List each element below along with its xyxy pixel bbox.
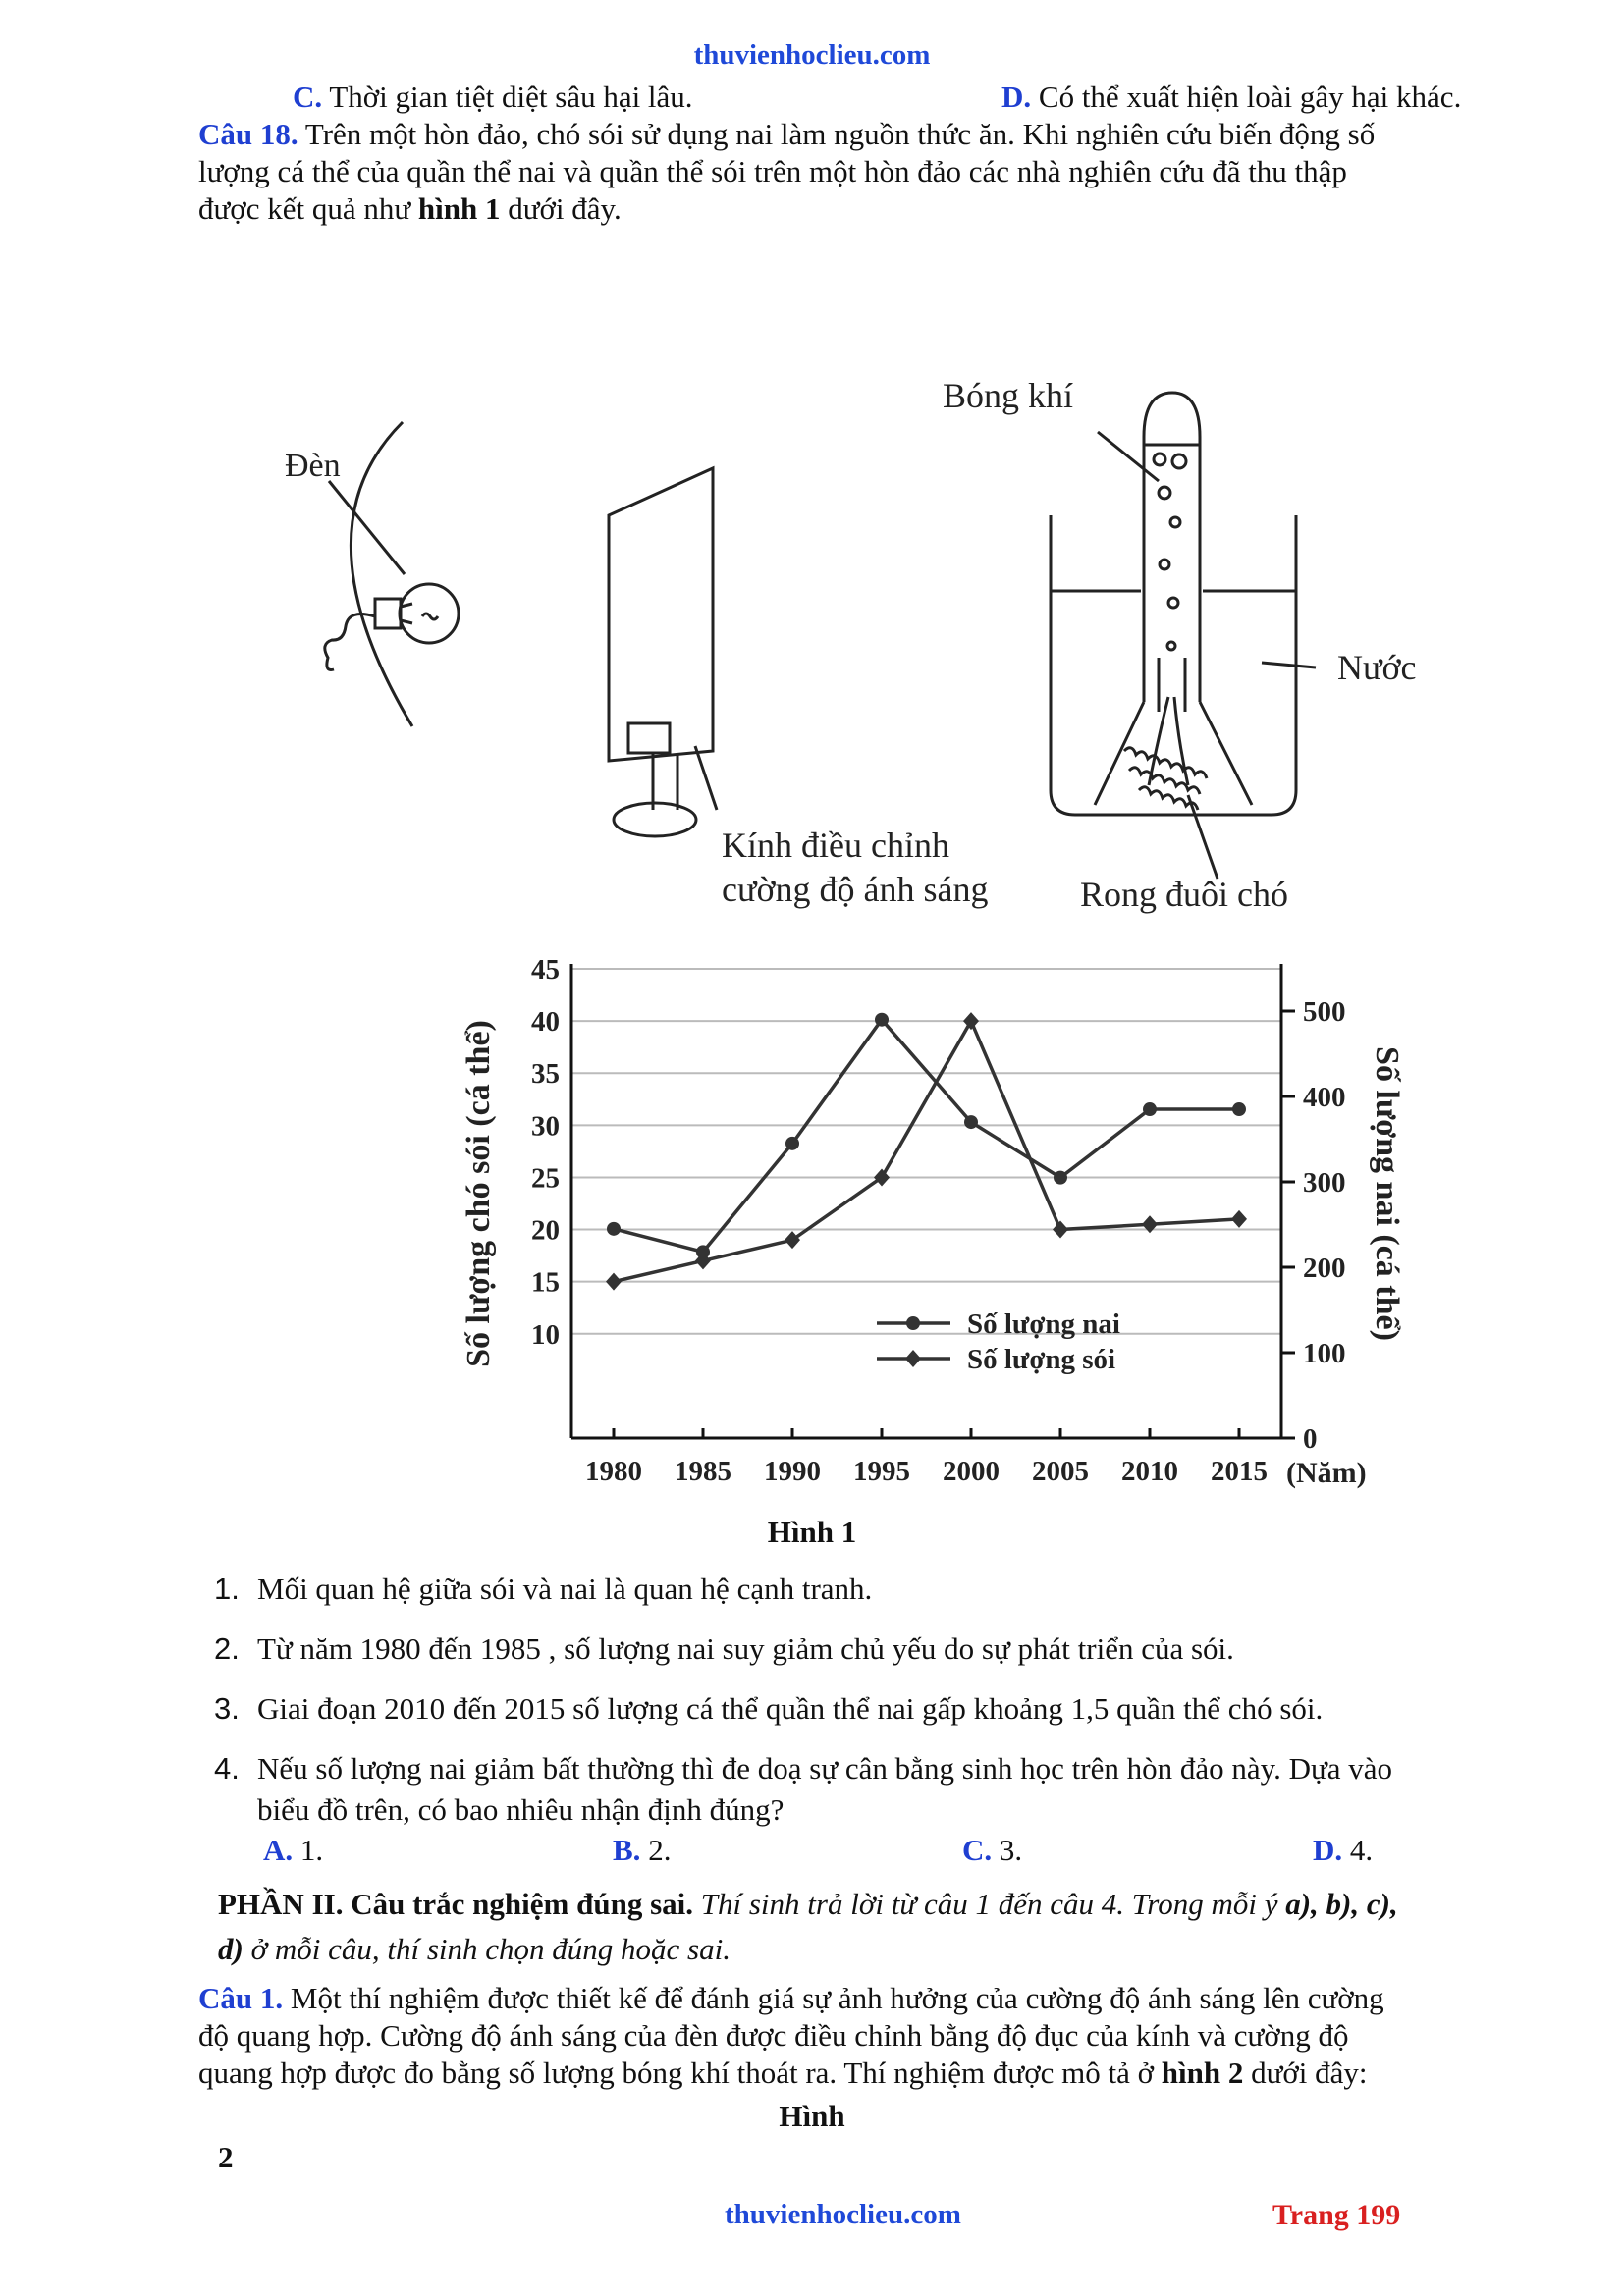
right-tick-label: 400 (1303, 1082, 1346, 1113)
apparatus-diagram (0, 363, 1624, 942)
answer-a-label: A. (263, 1833, 294, 1867)
answer-c-label: C. (962, 1833, 993, 1867)
x-tick-label: 1990 (764, 1456, 821, 1487)
option-c-text: Thời gian tiệt diệt sâu hại lâu. (329, 80, 693, 114)
data-point (1054, 1171, 1067, 1185)
x-tick-label: 2005 (1032, 1456, 1089, 1487)
data-point (607, 1222, 621, 1236)
legend-label: Số lượng sói (967, 1344, 1116, 1375)
bubble-pointer (1098, 432, 1159, 481)
question-1-line3-post: dưới đây: (1251, 2056, 1368, 2090)
data-point (1231, 1210, 1247, 1228)
left-tick-label: 30 (531, 1110, 560, 1143)
question-18-line3-pre: được kết quả như (198, 191, 411, 226)
question-18-line1: Trên một hòn đảo, chó sói sử dụng nai làm nguồn thức ăn. Khi nghiên cứu biến động số (304, 117, 1376, 151)
statement-4 (214, 1748, 1540, 1835)
bubbles-label: Bóng khí (943, 376, 1074, 415)
option-d (1001, 79, 1461, 116)
statement-text-line2: biểu đồ trên, có bao nhiêu nhận định đúng? (257, 1792, 785, 1827)
chart-legend (877, 1308, 1120, 1375)
question-1-line3-pre: quang hợp được đo bằng số lượng bóng khí thoát ra. Thí nghiệm được mô tả ở (198, 2056, 1154, 2090)
answer-a[interactable] (263, 1832, 323, 1869)
figure-2-number: 2 (218, 2140, 234, 2174)
legend-marker (906, 1316, 920, 1330)
statement-text-line1: Nếu số lượng nai giảm bất thường thì đe doạ sự cân bằng sinh học trên hòn đảo này. Dựa vào (257, 1751, 1393, 1786)
water-pointer (1262, 663, 1316, 667)
option-d-label: D. (1001, 80, 1032, 114)
series-line (614, 1020, 1239, 1253)
statement-text: Mối quan hệ giữa sói và nai là quan hệ cạnh tranh. (257, 1572, 873, 1606)
answer-b[interactable] (613, 1832, 671, 1869)
answer-c[interactable] (962, 1832, 1022, 1869)
right-axis-ticks (1281, 996, 1346, 1455)
lamp-coil (325, 614, 375, 670)
question-1-line1: Một thí nghiệm được thiết kế để đánh giá sự ảnh hưởng của cường độ ánh sáng lên cường (290, 1981, 1384, 2015)
glass-pointer (695, 746, 717, 810)
left-tick-label: 40 (531, 1006, 560, 1039)
answer-a-text: 1. (299, 1833, 324, 1867)
data-point (964, 1115, 978, 1129)
funnel (1095, 702, 1252, 805)
glass-holder (628, 723, 670, 753)
data-point (785, 1137, 799, 1150)
right-axis-label: Số lượng nai (cá thể) (1369, 1046, 1405, 1341)
x-tick-label: 1980 (585, 1456, 642, 1487)
part-2-title: PHẦN II. Câu trắc nghiệm đúng sai. (218, 1887, 693, 1921)
question-18-line3-post: dưới đây. (508, 191, 622, 226)
lamp-socket (375, 599, 401, 628)
left-axis-ticks (531, 954, 560, 1351)
answer-c-text: 3. (999, 1833, 1023, 1867)
chart-axes (571, 964, 1281, 1438)
question-1 (198, 1980, 1534, 2092)
glass-base (614, 803, 696, 836)
glass-panel (609, 468, 713, 761)
answer-d-text: 4. (1349, 1833, 1374, 1867)
left-axis-label: Số lượng chó sói (cá thể) (460, 1020, 497, 1367)
answer-d[interactable] (1313, 1832, 1373, 1869)
statement-text: Giai đoạn 2010 đến 2015 số lượng cá thể quần thể nai gấp khoảng 1,5 quần thể chó sói. (257, 1691, 1324, 1726)
left-tick-label: 35 (531, 1058, 560, 1091)
plant-leaves (1124, 748, 1207, 778)
statement-2 (214, 1629, 1540, 1688)
left-tick-label: 20 (531, 1214, 560, 1247)
figure-caption: Hình 1 (767, 1515, 857, 1549)
header-site[interactable]: thuvienhoclieu.com (693, 39, 931, 71)
data-point (875, 1013, 889, 1027)
left-tick-label: 25 (531, 1162, 560, 1195)
part-2-heading (218, 1882, 1534, 1972)
question-1-line2: độ quang hợp. Cường độ ánh sáng của đèn được điều chỉnh bằng độ đục của kính và cường độ (198, 2018, 1349, 2053)
option-c (293, 79, 693, 116)
footer-site[interactable]: thuvienhoclieu.com (725, 2199, 961, 2230)
series-line (614, 1021, 1239, 1282)
right-tick-label: 300 (1303, 1167, 1346, 1199)
test-tube (1144, 393, 1200, 702)
x-axis-unit: (Năm) (1286, 1457, 1367, 1489)
lamp-label: Đèn (285, 448, 341, 484)
left-tick-label: 15 (531, 1266, 560, 1299)
x-tick-label: 2010 (1121, 1456, 1178, 1487)
data-point (1053, 1221, 1068, 1239)
right-tick-label: 0 (1303, 1423, 1318, 1455)
chart-series (606, 1012, 1247, 1291)
figure-2-label: Hình (779, 2099, 845, 2133)
statement-number: 4. (214, 1751, 240, 1786)
answer-b-label: B. (613, 1833, 641, 1867)
part-2-instruction-1: Thí sinh trả lời từ câu 1 đến câu 4. Trong mỗi ý (700, 1887, 1278, 1921)
population-chart (0, 942, 1624, 1512)
left-tick-label: 10 (531, 1318, 560, 1351)
question-18 (198, 116, 1534, 228)
statement-number: 1. (214, 1572, 240, 1606)
right-tick-label: 100 (1303, 1338, 1346, 1369)
water-label: Nước (1337, 648, 1417, 687)
statement-number: 2. (214, 1631, 240, 1666)
statement-text (257, 1748, 1553, 1831)
left-tick-label: 45 (531, 954, 560, 986)
question-1-figure-ref: hình 2 (1161, 2056, 1244, 2090)
chart-grid (571, 969, 1281, 1334)
page-number: Trang 199 (1272, 2199, 1401, 2231)
lamp-pointer (329, 481, 405, 574)
part-2-options: a), b), c), (1285, 1887, 1398, 1921)
statement-list (214, 1569, 1540, 1835)
glass-label-line1: Kính điều chỉnh (722, 826, 949, 865)
glass-label-line2: cường độ ánh sáng (722, 870, 989, 909)
data-point (606, 1273, 622, 1291)
x-tick-label: 1985 (675, 1456, 731, 1487)
legend-marker (905, 1350, 921, 1367)
plant-label: Rong đuôi chó (1080, 875, 1288, 914)
statement-1 (214, 1569, 1540, 1629)
question-18-line2: lượng cá thể của quần thể nai và quần thể sói trên một hòn đảo các nhà nghiên cứu đã thu thập (198, 154, 1347, 188)
part-2-option-d: d) (218, 1932, 244, 1966)
plant-pointer (1188, 795, 1218, 879)
answer-b-text: 2. (648, 1833, 672, 1867)
question-1-label: Câu 1. (198, 1981, 284, 2015)
right-tick-label: 200 (1303, 1253, 1346, 1284)
x-tick-label: 2000 (943, 1456, 1000, 1487)
question-18-label: Câu 18. (198, 117, 298, 151)
right-tick-label: 500 (1303, 996, 1346, 1028)
part-2-instruction-2: ở mỗi câu, thí sinh chọn đúng hoặc sai. (250, 1932, 731, 1966)
option-d-text: Có thể xuất hiện loài gây hại khác. (1038, 80, 1462, 114)
x-tick-label: 1995 (853, 1456, 910, 1487)
option-c-label: C. (293, 80, 323, 114)
statement-number: 3. (214, 1691, 240, 1726)
data-point (1143, 1102, 1157, 1116)
statement-3 (214, 1688, 1540, 1748)
answer-d-label: D. (1313, 1833, 1343, 1867)
data-point (1232, 1102, 1246, 1116)
data-point (785, 1231, 800, 1249)
x-tick-label: 2015 (1211, 1456, 1268, 1487)
statement-text: Từ năm 1980 đến 1985 , số lượng nai suy giảm chủ yếu do sự phát triển của sói. (257, 1631, 1234, 1666)
question-18-figure-ref: hình 1 (417, 191, 501, 226)
beaker (1051, 515, 1296, 815)
legend-label: Số lượng nai (967, 1308, 1120, 1340)
